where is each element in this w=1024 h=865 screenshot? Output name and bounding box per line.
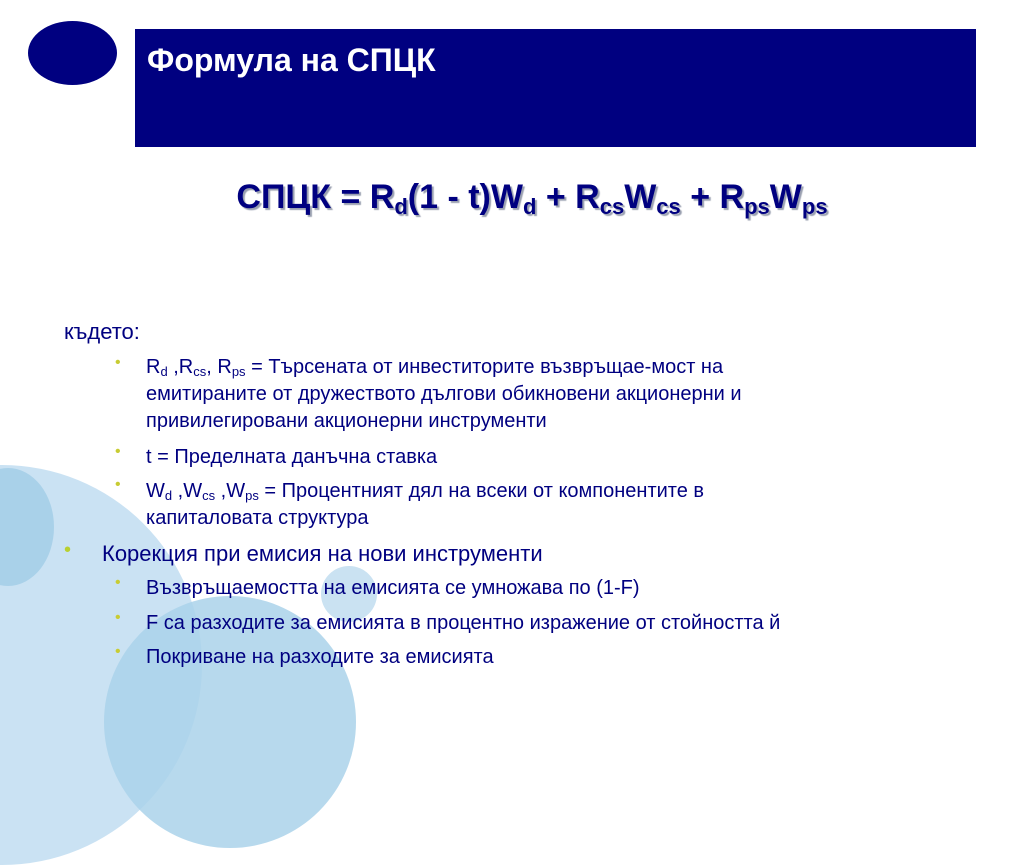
def-w-symbol: ,W <box>172 480 203 502</box>
def-w-line1 <box>146 480 704 503</box>
def-w-line2: капиталовата структура <box>146 507 369 529</box>
def-r-text: = Търсената от инвеститорите възвръщае-мост на <box>245 356 724 378</box>
where-label: където: <box>64 319 140 344</box>
def-r-sub: cs <box>193 364 207 379</box>
def-w-sub: cs <box>202 488 216 503</box>
def-r-line2: емитираните от дружеството дългови обикновени акционерни и <box>146 383 742 405</box>
bullet-icon: • <box>64 539 72 561</box>
formula-sub: d <box>394 194 408 219</box>
def-r-line3: привилегировани акционерни инструменти <box>146 410 547 432</box>
formula-sub: cs <box>599 194 625 219</box>
formula-sub: ps <box>744 194 770 219</box>
def-w-sub: d <box>164 488 173 503</box>
def-t: t = Пределната данъчна ставка <box>146 446 438 468</box>
formula-part: + R <box>536 178 600 216</box>
def-w-symbol: W <box>146 480 165 502</box>
bullet-icon: • <box>115 443 121 460</box>
def-r-symbol: ,R <box>167 356 194 378</box>
def-r-line1 <box>146 356 723 379</box>
def-r-sub: d <box>160 364 168 379</box>
bullet-icon: • <box>115 574 121 591</box>
bullet-icon: • <box>115 643 121 660</box>
bullet-icon: • <box>115 476 121 493</box>
correction-heading: Корекция при емисия на нови инструменти <box>102 541 543 566</box>
def-r-symbol: , R <box>206 356 232 378</box>
bullet-icon: • <box>115 609 121 626</box>
def-r-symbol: R <box>146 356 161 378</box>
formula-part: W <box>769 178 802 216</box>
def-w-symbol: ,W <box>215 480 246 502</box>
formula-sub: d <box>522 194 537 219</box>
correction-item: Възвръщаемостта на емисията се умножава по (1-F) <box>146 577 640 599</box>
slide-title: Формула на СПЦК <box>147 42 436 78</box>
formula-sub: cs <box>656 194 681 219</box>
formula-part: W <box>624 178 657 216</box>
correction-item: Покриване на разходите за емисията <box>146 646 494 668</box>
formula-sub: ps <box>801 194 828 219</box>
def-r-sub: ps <box>231 364 246 379</box>
def-w-text: = Процентният дял на всеки от компонентите в <box>258 480 705 502</box>
correction-item: F са разходите за емисията в процентно изражение от стойността й <box>146 612 781 634</box>
bullet-icon: • <box>115 354 121 371</box>
formula-part: СПЦК = R <box>236 178 395 216</box>
def-w-sub: ps <box>245 488 259 503</box>
formula-part: (1 - t)W <box>407 178 523 216</box>
formula-part: + R <box>680 178 745 216</box>
